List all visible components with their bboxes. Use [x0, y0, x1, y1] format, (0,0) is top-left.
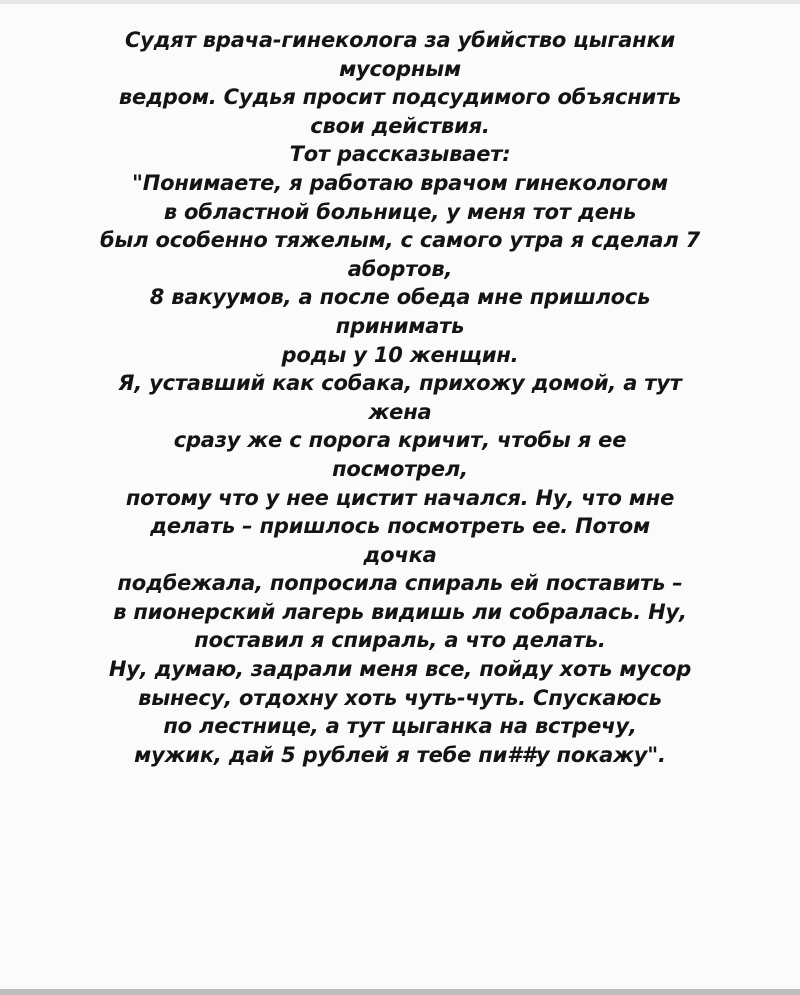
joke-line: вынесу, отдохну хоть чуть-чуть. Спускаюсь — [138, 685, 662, 710]
joke-line: принимать — [335, 313, 465, 338]
joke-line: в пионерский лагерь видишь ли собралась. Ну, — [113, 599, 687, 624]
joke-line: 8 вакуумов, а после обеда мне пришлось — [149, 285, 651, 310]
joke-line: Я, уставший как собака, прихожу домой, а тут — [118, 371, 682, 396]
joke-line: делать – пришлось посмотреть ее. Потом — [150, 514, 650, 539]
joke-line: потому что у нее цистит начался. Ну, что мне — [125, 485, 675, 510]
joke-line: сразу же с порога кричит, чтобы я ее — [173, 428, 627, 453]
joke-line: дочка — [363, 542, 437, 567]
joke-line: посмотрел, — [332, 456, 468, 481]
joke-line: Судят врача-гинеколога за убийство цыганки — [124, 28, 676, 52]
joke-line: в областной больнице, у меня тот день — [163, 199, 637, 224]
joke-line: подбежала, попросила спираль ей поставить – — [117, 571, 683, 596]
joke-line: Тот рассказывает: — [289, 142, 511, 167]
joke-line: роды у 10 женщин. — [281, 342, 519, 367]
joke-line: свои действия. — [310, 113, 490, 138]
joke-line: жена — [368, 399, 432, 424]
joke-line: "Понимаете, я работаю врачом гинекологом — [132, 170, 668, 195]
joke-line: мусорным — [339, 56, 461, 81]
joke-line: по лестнице, а тут цыганка на встречу, — [163, 714, 637, 739]
joke-text — [0, 26, 800, 769]
joke-line: абортов, — [347, 256, 453, 281]
joke-line: поставил я спираль, а что делать. — [194, 628, 606, 653]
joke-line: ведром. Судья просит подсудимого объяснить — [118, 85, 682, 110]
joke-line: мужик, дай 5 рублей я тебе пи##у покажу". — [134, 742, 666, 767]
joke-line: Ну, думаю, задрали меня все, пойду хоть мусор — [108, 657, 692, 682]
joke-line: был особенно тяжелым, с самого утра я сделал 7 — [99, 228, 701, 253]
